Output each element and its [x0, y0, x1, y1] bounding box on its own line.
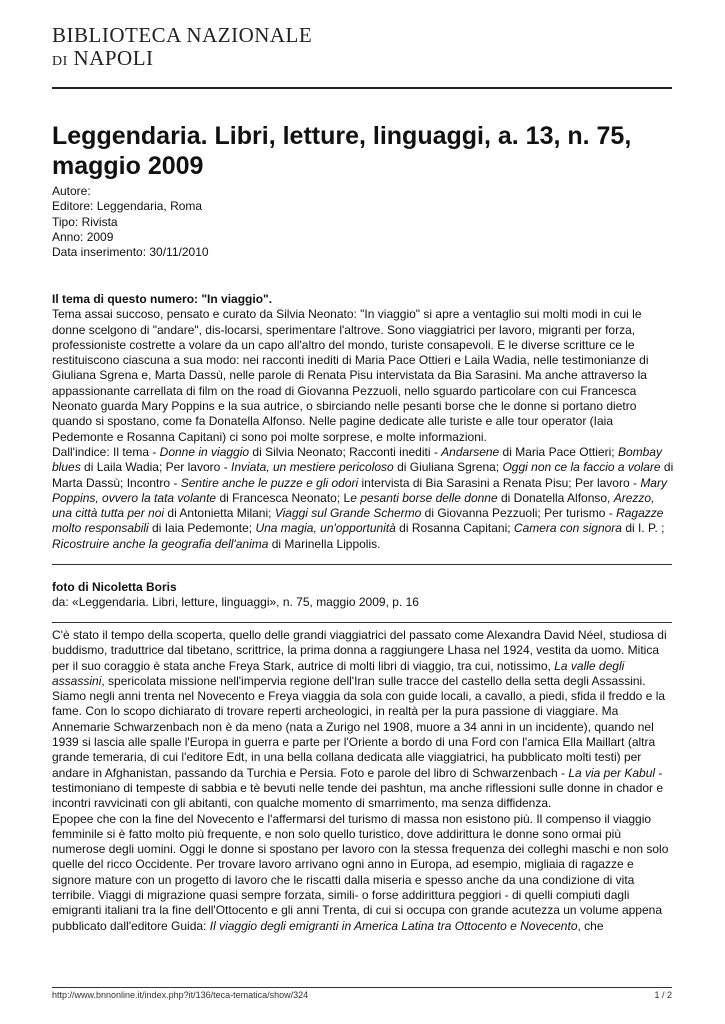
header-divider: [52, 87, 672, 89]
index-text-run: intervista di Bia Sarasini a Renata Pisu; Per lavoro -: [358, 475, 641, 490]
meta-publisher: Editore: Leggendaria, Roma: [52, 199, 203, 214]
index-text-run: di Francesca Neonato; L: [216, 490, 351, 505]
index-italic-run: Bombay blues: [52, 444, 662, 475]
brand-line2: [52, 47, 312, 73]
page-title: Leggendaria. Libri, letture, linguaggi, a. 13, n. 75, maggio 2009: [52, 122, 632, 180]
article-text-run: , che: [577, 918, 604, 933]
index-text-run: di Antonietta Milani;: [164, 506, 275, 521]
index-text-run: di Giuliana Sgrena;: [393, 460, 503, 475]
index-italic-run: Camera con signora: [513, 521, 622, 536]
meta-author: Autore:: [52, 184, 91, 198]
library-logo: [52, 24, 312, 73]
index-text-run: Dall'indice: Il tema -: [52, 444, 160, 459]
index-italic-run: Una magia, un'opportunità: [255, 521, 396, 536]
index-text-run: di Laila Wadia; Per lavoro -: [80, 460, 231, 475]
index-text-run: di Marta Dassù; Incontro -: [52, 460, 674, 490]
theme-body: Tema assai succoso, pensato e curato da Silvia Neonato: "In viaggio" si apre a ventaglio sui molti modi in cui le donne scelgono di "andare", dis-locarsi, sperimentare l'altrove. Sono viaggiatrici per lavoro, migranti per forza, professioniste costrette a volare da un capo all'altro del mondo, turiste consapevoli. E le diverse scritture ce le restituiscono ciascuna a sua modo: nei racconti inediti di Maria Pace Ottieri e Laila Wadia, nelle testimonianze di Giuliana Sgrena e, Marta Dassù, nelle parole di Renata Pisu intervistata da Bia Sarasini. Ma anche attraverso la appassionante carrellata di film on the road di Giovanna Pezzuoli, nello sguardo particolare con cui Francesca Neonato guarda Mary Poppins e la sua autrice, o sbirciando nelle pesanti borse che le donne si portano dietro quando si spostano, come fa Donatella Alfonso. Nelle pagine dedicate alle turiste e alle tour operator (Iaia Pedemonte e Rosanna Capitani) ci sono poi molte sorprese, e molte informazioni.: [52, 307, 649, 444]
article-text-run: , spericolata missione nell'impervia regione dell'Iran sulle tracce del castello della setta degli Assassini. Siamo negli anni trenta nel Novecento e Freya viaggia da sola con guide locali, a cavallo, a piedi, sfida il freddo e la fame. Con lo scopo dichiarato di trovare reperti archeologici, in realtà per la pura passione di viaggiare. Ma Annemarie Schwarzenbach non è da meno (nata a Zurigo nel 1908, muore a 34 anni in un incidente), quando nel 1939 si lascia alle spalle l'Europa in guerra e parte per l'Oriente a bordo di una Ford con l'amica Ella Maillart (altra grande temeraria, di cui l'editore Edt, in una bella collana dedicata alle viaggiatrici, ha pubblicato molti testi) per andare in Afghanistan, passando da Turchia e Persia. Foto e parole del libro di Schwarzenbach -: [52, 673, 666, 780]
theme-index: [52, 445, 674, 552]
brand-city: NAPOLI: [73, 46, 154, 70]
index-italic-run: Andarsene: [441, 444, 500, 459]
caption-divider: [52, 622, 672, 623]
index-text-run: di Giovanna Pezzuoli; Per turismo -: [421, 506, 617, 521]
index-italic-run: Mary Poppins, ovvero la tata volante: [52, 475, 667, 505]
article-text-run: C'è stato il tempo della scoperta, quello delle grandi viaggiatrici del passato come Alexandra David Néel, studiosa di buddismo, traduttrice dal tibetano, scrittrice, la prima donna a raggiungere Lhasa nel 1924, vestita da uomo. Mitica per il suo coraggio è stata anche Freya Stark, autrice di molti libri di viaggio, tra cui, notissimo,: [52, 628, 667, 673]
index-text-run: di I. P. ;: [621, 521, 665, 536]
index-italic-run: e pesanti borse delle donne: [350, 490, 498, 505]
footer-divider: [52, 987, 672, 988]
photo-source: da: «Leggendaria. Libri, letture, linguaggi», n. 75, maggio 2009, p. 16: [52, 595, 419, 610]
index-text-run: di Iaia Pedemonte;: [148, 521, 256, 536]
index-text-run: di Silvia Neonato; Racconti inediti -: [249, 444, 442, 459]
index-italic-run: Viaggi sul Grande Schermo: [274, 506, 422, 521]
index-italic-run: Ragazze molto responsabili: [52, 506, 664, 536]
index-text-run: di Marinella Lippolis.: [268, 536, 381, 551]
index-italic-run: Ricostruire anche la geografia dell'anima: [52, 536, 269, 551]
article-text-run: Epopee che con la fine del Novecento e l'affermarsi del turismo di massa non esistono più. Il compenso il viaggio femminile si è fatto molto più frequente, e non solo quello turistico, dove addirittura le donne sono ormai più numerose degli uomini. Oggi le donne si spostano per lavoro con la stessa frequenza dei colleghi maschi e non solo quelle del ricco Occidente. Per trovare lavoro arrivano ogni anno in Europa, ad esempio, migliaia di ragazze e signore mature con un progetto di lavoro che le riscatti dalla miseria e spesso anche da una condizione di vita terribile. Viaggi di migrazione quasi sempre forzata, simili- o forse addirittura peggiori - di quelli compiuti dagli emigranti italiani tra la fine dell'Ottocento e gli anni Trenta, di cui si occupa con grande acutezza un volume appena pubblicato dall'editore Guida:: [52, 811, 669, 933]
article-italic-run: La via per Kabul: [568, 765, 656, 780]
index-italic-run: Inviata, un mestiere pericoloso: [230, 460, 394, 475]
index-text-run: di Donatella Alfonso,: [497, 490, 614, 505]
brand-di: DI: [52, 54, 68, 69]
index-italic-run: Sentire anche le puzze e gli odori: [180, 475, 359, 490]
footer-url: http://www.bnnonline.it/index.php?it/136/teca-tematica/show/324: [52, 990, 309, 1000]
page-number: 1 / 2: [654, 990, 672, 1000]
article-italic-run: La valle degli assassini: [52, 658, 625, 688]
photo-caption: [52, 580, 674, 611]
theme-heading: Il tema di questo numero: "In viaggio".: [52, 292, 273, 306]
article-body: [52, 628, 674, 934]
meta-date-added: Data inserimento: 30/11/2010: [52, 245, 209, 260]
theme-section: [52, 292, 674, 552]
meta-type: Tipo: Rivista: [52, 214, 118, 229]
index-text-run: di Rosanna Capitani;: [395, 521, 514, 536]
article-text-run: - testimoniano di tempeste di sabbia e tè bevuti nelle tende dei pashtun, ma anche riflessioni sulle donne in chador e incontri ravvicinati con gli abitanti, con qualche momento di smarrimento, ma senza diffidenza.: [52, 765, 664, 811]
index-text-run: di Maria Pace Ottieri;: [499, 444, 618, 459]
index-italic-run: Arezzo, una città tutta per noi: [52, 490, 655, 521]
record-metadata: [52, 184, 209, 260]
article-italic-run: Il viaggio degli emigranti in America Latina tra Ottocento e Novecento: [209, 918, 578, 933]
section-divider: [52, 564, 672, 565]
index-italic-run: Donne in viaggio: [159, 444, 250, 459]
brand-line1: BIBLIOTECA NAZIONALE: [52, 23, 313, 47]
index-italic-run: Oggi non ce la faccio a volare: [502, 460, 661, 475]
meta-year: Anno: 2009: [52, 229, 114, 244]
photo-credit: foto di Nicoletta Boris: [52, 580, 177, 594]
